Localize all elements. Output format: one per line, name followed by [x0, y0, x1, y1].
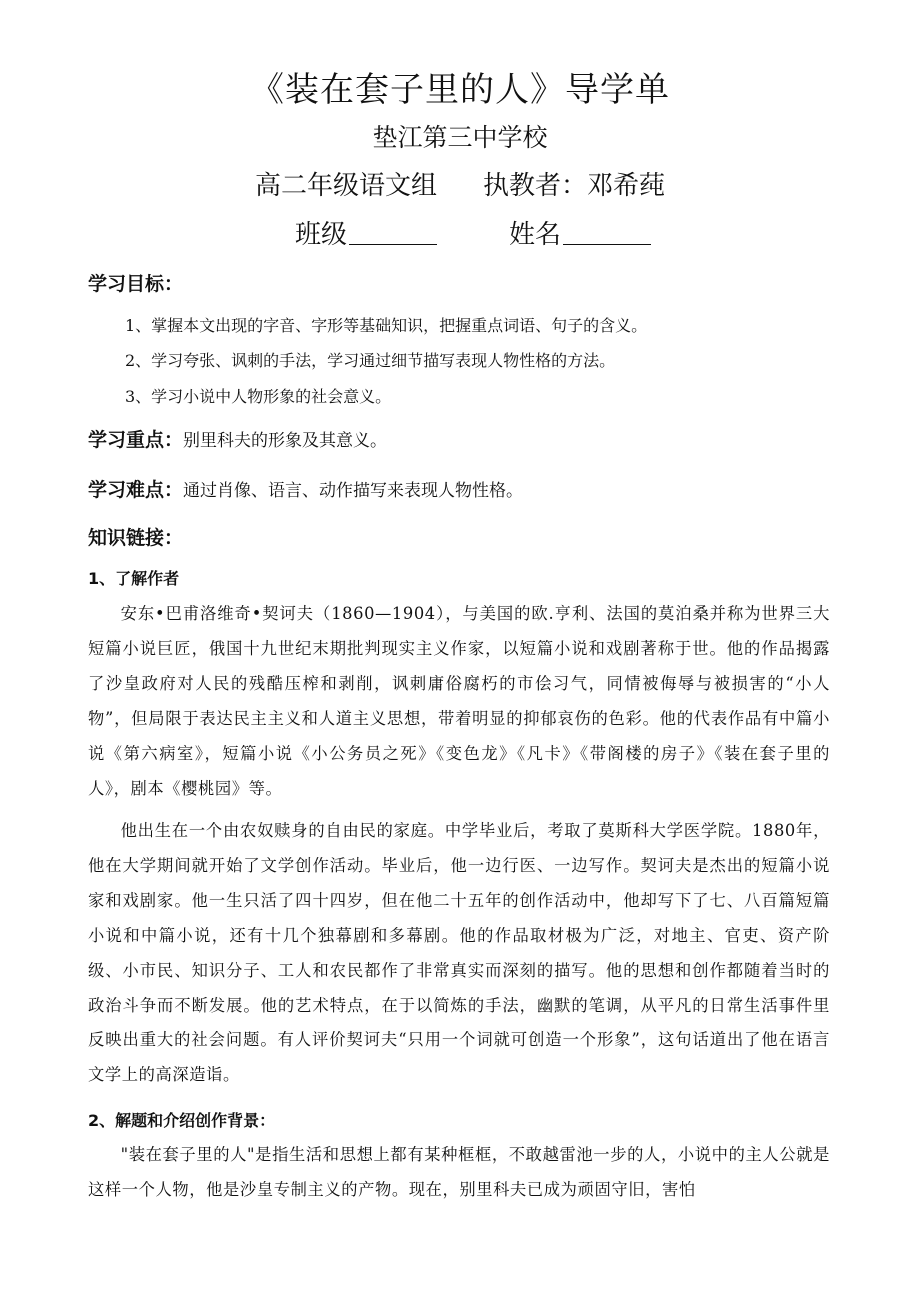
objective-item-1: 1、掌握本文出现的字音、字形等基础知识，把握重点词语、句子的含义。 — [125, 316, 648, 335]
teacher-line — [0, 166, 920, 206]
document-title: 《装在套子里的人》导学单 — [250, 70, 670, 110]
student-info-line — [0, 215, 920, 255]
class-label: 班级 — [294, 220, 347, 250]
focus-text: 别里科夫的形象及其意义。 — [183, 431, 388, 451]
teaching-group: 高二年级语文组 — [254, 171, 437, 201]
teacher-name: 执教者：邓希莼 — [483, 171, 666, 201]
class-blank[interactable] — [349, 217, 437, 245]
difficulty-text: 通过肖像、语言、动作描写来表现人物性格。 — [183, 481, 524, 501]
objective-item-2: 2、学习夸张、讽刺的手法，学习通过细节描写表现人物性格的方法。 — [125, 351, 616, 370]
focus-heading: 学习重点： — [88, 429, 184, 451]
objectives-heading: 学习目标： — [88, 273, 184, 295]
difficulty-section — [88, 476, 523, 505]
author-paragraph-2: 他出生在一个由农奴赎身的自由民的家庭。中学毕业后，考取了莫斯科大学医学院。1880年，他在大学期间就开始了文学创作活动。毕业后，他一边行医、一边写作。契诃夫是杰出的短篇小说家和戏剧家。他一生只活了四十四岁，但在他二十五年的创作活动中，他却写下了七、八百篇短篇小说和中篇小说，还有十几个独幕剧和多幕剧。他的作品取材极为广泛，对地主、官吏、资产阶级、小市民、知识分子、工人和农民都作了非常真实而深刻的描写。他的思想和创作都随着当时的政治斗争而不断发展。他的艺术特点，在于以简炼的手法，幽默的笔调，从平凡的日常生活事件里反映出重大的社会问题。有人评价契诃夫“只用一个词就可创造一个形象”，这句话道出了他在语言文学上的高深造诣。 — [88, 821, 830, 1085]
focus-section — [88, 426, 387, 455]
background-paragraph: "装在套子里的人"是指生活和思想上都有某种框框，不敢越雷池一步的人，小说中的主人公就是这样一个人物，他是沙皇专制主义的产物。现在，别里科夫已成为顽固守旧，害怕 — [88, 1145, 830, 1199]
school-name: 垫江第三中学校 — [372, 123, 548, 152]
objective-item-3: 3、学习小说中人物形象的社会意义。 — [125, 387, 392, 406]
name-blank[interactable] — [563, 217, 651, 245]
background-subheading: 2、解题和介绍创作背景： — [88, 1111, 276, 1130]
knowledge-heading: 知识链接： — [88, 527, 184, 549]
name-label: 姓名 — [509, 220, 562, 250]
difficulty-heading: 学习难点： — [88, 479, 184, 501]
author-subheading: 1、了解作者 — [88, 569, 180, 588]
author-paragraph-1: 安东•巴甫洛维奇•契诃夫（1860—1904），与美国的欧.亨利、法国的莫泊桑并称为世界三大短篇小说巨匠，俄国十九世纪末期批判现实主义作家，以短篇小说和戏剧著称于世。他的作品揭露了沙皇政府对人民的残酷压榨和剥削，讽刺庸俗腐朽的市侩习气，同情被侮辱与被损害的“小人物”，但局限于表达民主主义和人道主义思想，带着明显的抑郁哀伤的色彩。他的代表作品有中篇小说《第六病室》，短篇小说《小公务员之死》《变色龙》《凡卡》《带阁楼的房子》《装在套子里的人》，剧本《樱桃园》等。 — [88, 604, 830, 798]
